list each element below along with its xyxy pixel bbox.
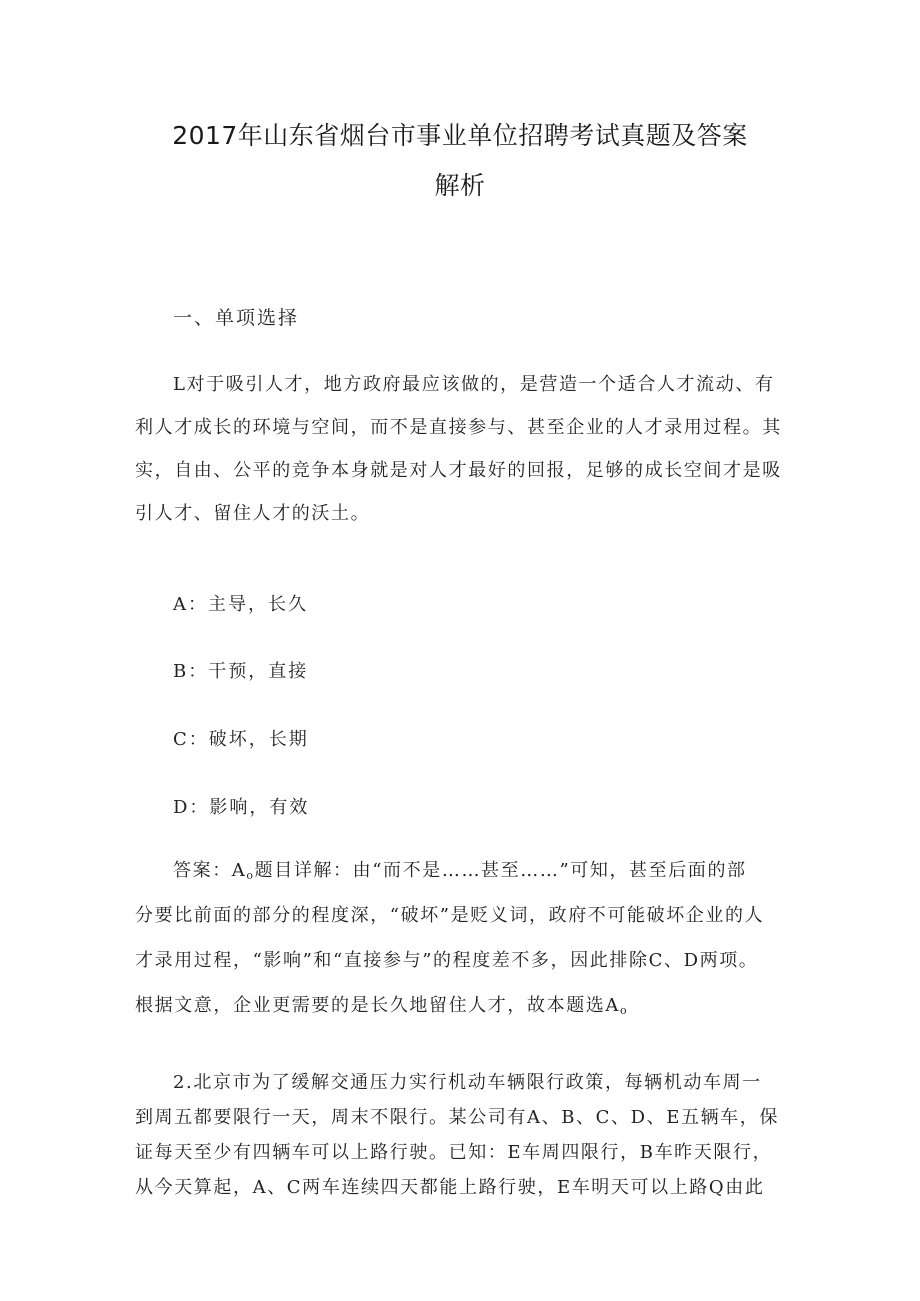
answer-explanation: 题目详解：由“而不是……甚至……”可知，甚至后面的部 (254, 860, 747, 881)
document-page: 2017年山东省烟台市事业单位招聘考试真题及答案 解析 一、单项选择 L对于吸引人才，地方政府最应该做的，是营造一个适合人才流动、有 利人才成长的环境与空间，而不是直接参与、甚至企业的人才录用过程。其 实，自由、公平的竞争本身就是对人才最好的回报，足够的成长空间才是吸 引人才、留住人才的沃土。 A：主导，长久 B：干预，直接 C：破坏，长期 D：影响，有效 答案：$A_o$题目详解：由“而不是……甚至……”可知，甚至后面的部 分要比前面的部分的程度深，“破坏”是贬义词，政府不可能破坏企业的人 才录用过程，“影响”和“直接参与”的程度差不多，因此排除C、D两项。 根据文意，企业更需要的是长久地留住人才，故本题选$A_o$ 2.北京市为了缓解交通压力实行机动车辆限行政策，每辆机动车周一 到周五都要限行一天，周末不限行。某公司有A、B、C、D、E五辆车，保 证每天至少有四辆车可以上路行驶。已知：E车周四限行，B车昨天限行， 从今天算起，A、C两车连续四天都能上路行驶，E车明天可以上路Q由此 (0, 0, 920, 1301)
document-title-continued: 解析 (434, 171, 486, 200)
option-c: C：破坏，长期 (173, 729, 309, 750)
answer-conclusion: 根据文意，企业更需要的是长久地留住人才，故本题选A (135, 995, 620, 1016)
section-heading: 一、单项选择 (173, 307, 300, 329)
answer-label: 答案：A (173, 860, 247, 881)
answer-subscript: o (620, 1004, 629, 1017)
answer-line (173, 860, 747, 882)
document-title: 2017年山东省烟台市事业单位招聘考试真题及答案 (172, 121, 748, 150)
answer-line (135, 995, 629, 1017)
answer-subscript: o (246, 869, 255, 882)
option-b: B：干预，直接 (173, 661, 309, 682)
option-a: A：主导，长久 (173, 594, 308, 615)
option-d: D：影响，有效 (173, 797, 310, 818)
